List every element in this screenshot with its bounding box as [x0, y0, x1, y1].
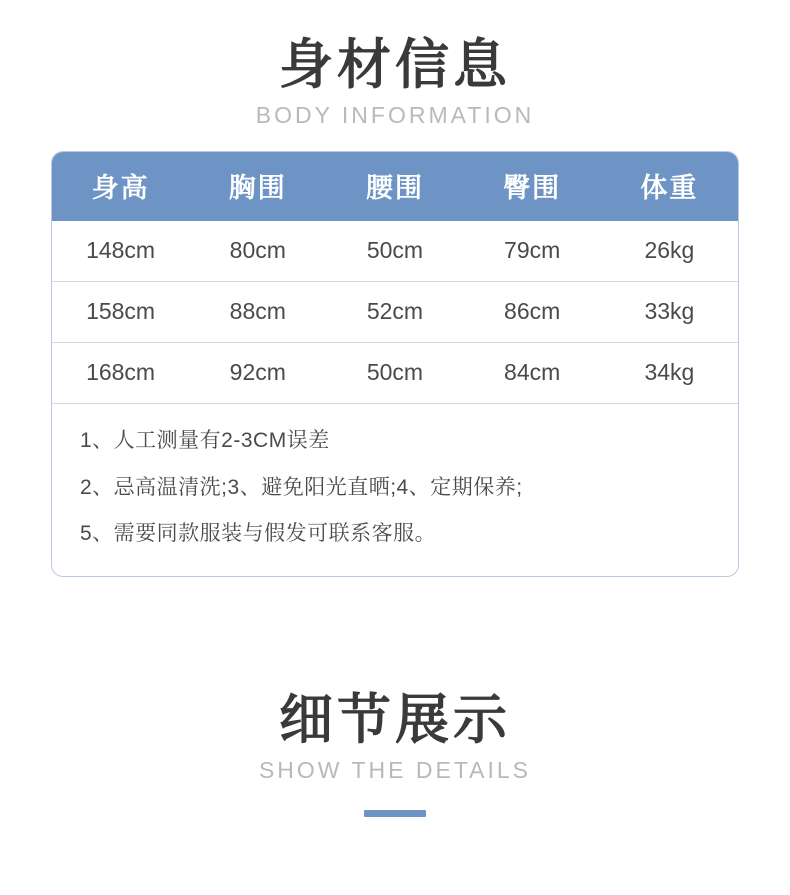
table-cell: 168cm: [52, 343, 189, 404]
size-table-body: [52, 221, 738, 404]
details-title-cn: 细节展示: [279, 689, 511, 750]
table-header-cell: 腰围: [326, 152, 463, 221]
table-header-cell: 体重: [601, 152, 738, 221]
table-cell: 26kg: [601, 221, 738, 282]
table-cell: 52cm: [326, 282, 463, 343]
table-cell: 79cm: [464, 221, 601, 282]
table-header-cell: 胸围: [189, 152, 326, 221]
table-cell: 50cm: [326, 221, 463, 282]
details-title-en: SHOW THE DETAILS: [258, 756, 532, 783]
table-cell: 33kg: [601, 282, 738, 343]
table-cell: 50cm: [326, 343, 463, 404]
table-cell: 34kg: [601, 343, 738, 404]
body-info-heading: [0, 0, 790, 129]
table-row: [52, 282, 738, 343]
table-row: [52, 221, 738, 282]
table-cell: 80cm: [189, 221, 326, 282]
table-header-row: [52, 152, 738, 221]
body-info-title-cn: 身材信息: [279, 35, 511, 95]
table-cell: 148cm: [52, 221, 189, 282]
details-underline-bar: [364, 810, 426, 817]
table-row: [52, 343, 738, 404]
table-cell: 84cm: [464, 343, 601, 404]
table-header-cell: 身高: [52, 152, 189, 221]
size-table-card: [51, 151, 739, 577]
note-line: 1、人工测量有2-3CM误差: [80, 429, 330, 453]
care-notes: [52, 404, 738, 576]
table-cell: 92cm: [189, 343, 326, 404]
table-cell: 158cm: [52, 282, 189, 343]
table-header-cell: 臀围: [464, 152, 601, 221]
note-line: 5、需要同款服装与假发可联系客服。: [80, 522, 437, 546]
note-line: 2、忌高温清洗;3、避免阳光直晒;4、定期保养;: [80, 475, 523, 499]
table-cell: 88cm: [189, 282, 326, 343]
table-cell: 86cm: [464, 282, 601, 343]
body-info-title-en: BODY INFORMATION: [255, 102, 535, 129]
size-table: [52, 152, 738, 404]
details-heading: [0, 689, 790, 817]
size-table-head: [52, 152, 738, 221]
